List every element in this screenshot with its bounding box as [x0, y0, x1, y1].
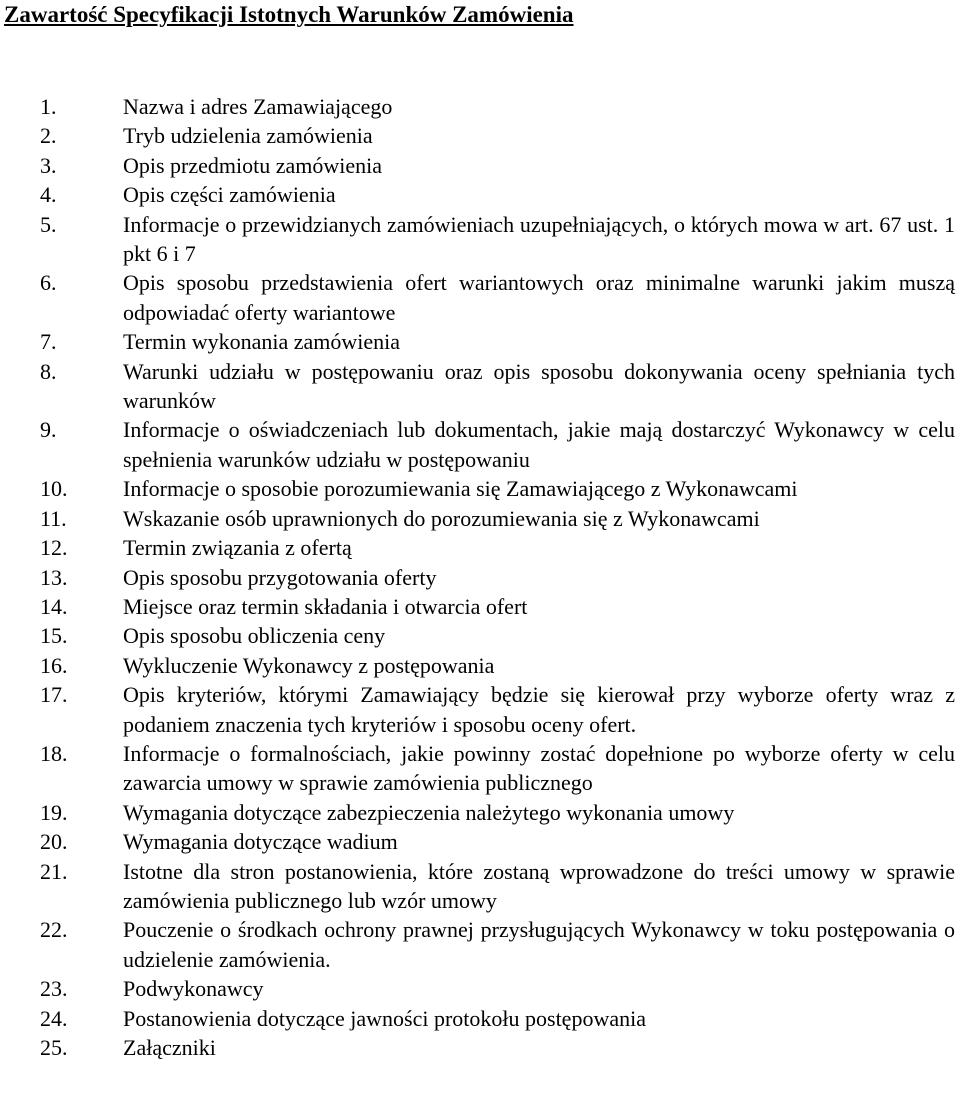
list-item-number: 17.: [40, 682, 68, 708]
list-item-text: Miejsce oraz termin składania i otwarcia ofert: [123, 593, 528, 619]
list-item-text: Podwykonawcy: [123, 976, 264, 1002]
list-item-number: 6.: [40, 270, 57, 296]
list-item: [40, 268, 955, 327]
list-item: [40, 121, 955, 150]
list-item: [40, 563, 955, 592]
list-item: [40, 327, 955, 356]
list-item-text: Wymagania dotyczące wadium: [123, 829, 398, 855]
list-item: [40, 739, 955, 798]
list-item-number: 8.: [40, 358, 57, 384]
list-item: [40, 798, 955, 827]
list-item: [40, 680, 955, 739]
list-item-text: Informacje o przewidzianych zamówieniach uzupełniających, o których mowa w art. 67 ust. 1 pkt 6 i 7: [123, 211, 955, 267]
list-item: [40, 592, 955, 621]
list-item-text: Nazwa i adres Zamawiającego: [123, 94, 393, 119]
list-item-number: 24.: [40, 1005, 68, 1031]
list-item-text: Warunki udziału w postępowaniu oraz opis sposobu dokonywania oceny spełniania tych warunków: [123, 358, 955, 414]
list-item-number: 13.: [40, 564, 68, 590]
list-item: [40, 504, 955, 533]
list-item-text: Postanowienia dotyczące jawności protokołu postępowania: [123, 1005, 646, 1031]
list-item-number: 18.: [40, 740, 68, 766]
list-item-text: Istotne dla stron postanowienia, które zostaną wprowadzone do treści umowy w sprawie zamówienia publicznego lub wzór umowy: [123, 858, 955, 913]
list-item-text: Wskazanie osób uprawnionych do porozumiewania się z Wykonawcami: [123, 505, 760, 531]
list-item: [40, 210, 955, 269]
list-item-number: 12.: [40, 535, 68, 561]
list-item: [40, 533, 955, 562]
list-item-text: Opis przedmiotu zamówienia: [123, 152, 383, 178]
list-item-text: Opis sposobu przygotowania oferty: [123, 564, 437, 590]
list-item: [40, 915, 955, 974]
list-item: [40, 1004, 955, 1033]
list-item: [40, 92, 955, 121]
list-item-text: Tryb udzielenia zamówienia: [123, 123, 373, 149]
list-item-text: Termin wykonania zamówienia: [123, 329, 401, 355]
list-item: [40, 621, 955, 650]
list-item-number: 25.: [40, 1035, 68, 1060]
list-item-text: Załączniki: [123, 1035, 216, 1060]
list-item-number: 23.: [40, 976, 68, 1002]
list-item-text: Opis sposobu przedstawienia ofert wariantowych oraz minimalne warunki jakim muszą odpowiadać oferty wariantowe: [123, 270, 955, 325]
list-item-number: 15.: [40, 623, 68, 649]
list-item-number: 5.: [40, 211, 57, 237]
list-item-text: Informacje o sposobie porozumiewania się Zamawiającego z Wykonawcami: [123, 476, 798, 502]
list-item-number: 14.: [40, 593, 68, 619]
list-item-text: Wykluczenie Wykonawcy z postępowania: [123, 652, 495, 678]
list-item-number: 9.: [40, 417, 57, 443]
list-item-number: 11.: [40, 505, 67, 531]
list-item: [40, 180, 955, 209]
list-item-text: Termin związania z ofertą: [123, 535, 352, 561]
list-item: [40, 474, 955, 503]
list-item-text: Wymagania dotyczące zabezpieczenia należytego wykonania umowy: [123, 799, 735, 825]
list-item-number: 10.: [40, 476, 68, 502]
list-item: [40, 857, 955, 916]
list-item: [40, 415, 955, 474]
list-item-number: 21.: [40, 858, 68, 884]
list-item-number: 20.: [40, 829, 68, 855]
list-item-text: Opis sposobu obliczenia ceny: [123, 623, 386, 649]
list-item-number: 7.: [40, 329, 57, 355]
list-item-text: Informacje o oświadczeniach lub dokumentach, jakie mają dostarczyć Wykonawcy w celu spełnienia warunków udziału w postępowaniu: [123, 417, 955, 472]
list-item-number: 22.: [40, 917, 68, 943]
list-item-number: 1.: [40, 94, 57, 119]
list-item-text: Opis kryteriów, którymi Zamawiający będzie się kierował przy wyborze oferty wraz z podaniem znaczenia tych kryteriów i sposobu oceny ofert.: [123, 682, 955, 737]
list-item-text: Pouczenie o środkach ochrony prawnej przysługujących Wykonawcy w toku postępowania o udzielenie zamówienia.: [123, 917, 955, 972]
list-item-number: 19.: [40, 799, 68, 825]
list-item: [40, 1033, 955, 1062]
list-item-number: 2.: [40, 123, 57, 149]
list-item-text: Informacje o formalnościach, jakie powinny zostać dopełnione po wyborze oferty w celu zawarcia umowy w sprawie zamówienia publicznego: [123, 740, 955, 796]
list-item: [40, 974, 955, 1003]
list-item-number: 4.: [40, 182, 57, 208]
list-item-number: 3.: [40, 152, 57, 178]
list-item-number: 16.: [40, 652, 68, 678]
list-item: [40, 651, 955, 680]
document-title: Zawartość Specyfikacji Istotnych Warunków Zamówienia: [4, 2, 574, 27]
table-of-contents: [40, 92, 955, 1062]
list-item: [40, 827, 955, 856]
list-item-text: Opis części zamówienia: [123, 182, 336, 208]
list-item: [40, 357, 955, 416]
list-item: [40, 151, 955, 180]
